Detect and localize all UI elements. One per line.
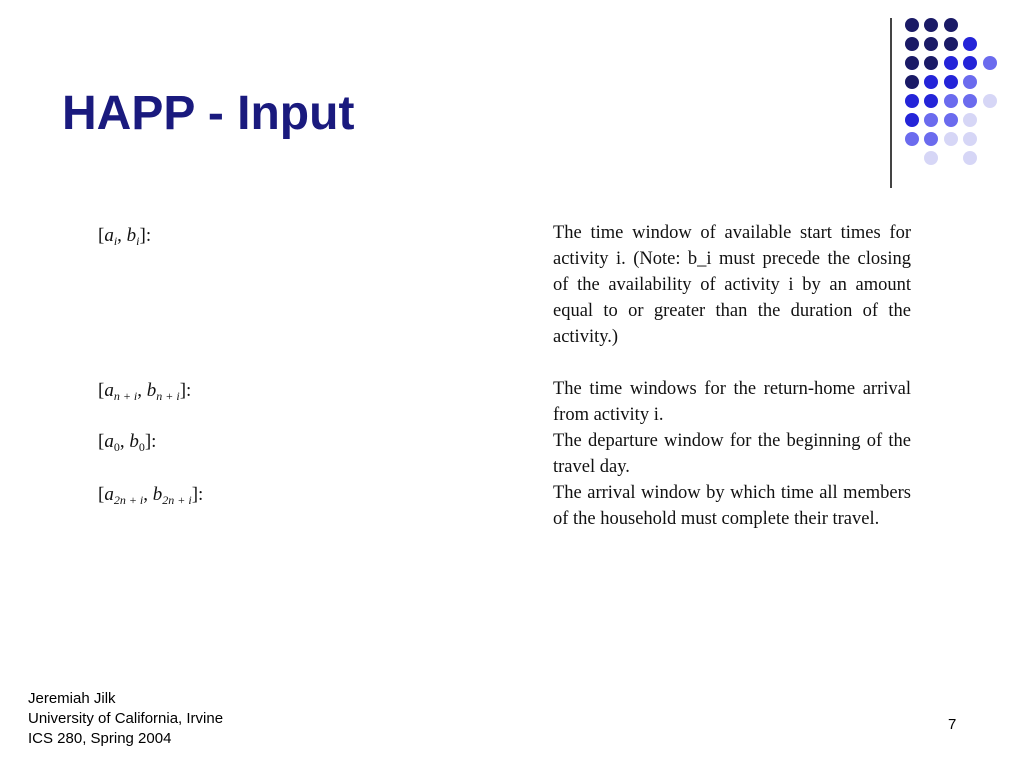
definition-symbol: [$a_i$, $b_i$]: xyxy=(98,225,152,248)
definition-symbol: [$a_{n + i}$, $b_{n + i}$]: xyxy=(98,380,192,403)
definition-symbol: [$a_0$, $b_0$]: xyxy=(98,431,157,454)
definition-description: The time windows for the return-home arrival from activity i. xyxy=(553,379,911,425)
definition-description: The departure window for the beginning of the travel day. xyxy=(553,431,911,477)
slide-title: HAPP - Input xyxy=(62,87,355,140)
definition-symbol: [$a_{2n + i}$, $b_{2n + i}$]: xyxy=(98,484,204,507)
definition-description: The arrival window by which time all members of the household must complete their travel. xyxy=(553,483,911,529)
footer-institution: University of California, Irvine xyxy=(28,710,224,727)
definition-description: The time window of available start times for activity i. (Note: b_i must precede the closing of the availability of activity i by an amount equal to or greater than the duration of the activity.) xyxy=(553,223,911,347)
page-number: 7 xyxy=(948,716,957,733)
footer-course: ICS 280, Spring 2004 xyxy=(28,730,172,747)
footer-author: Jeremiah Jilk xyxy=(28,690,116,707)
slide-footer xyxy=(28,689,223,749)
